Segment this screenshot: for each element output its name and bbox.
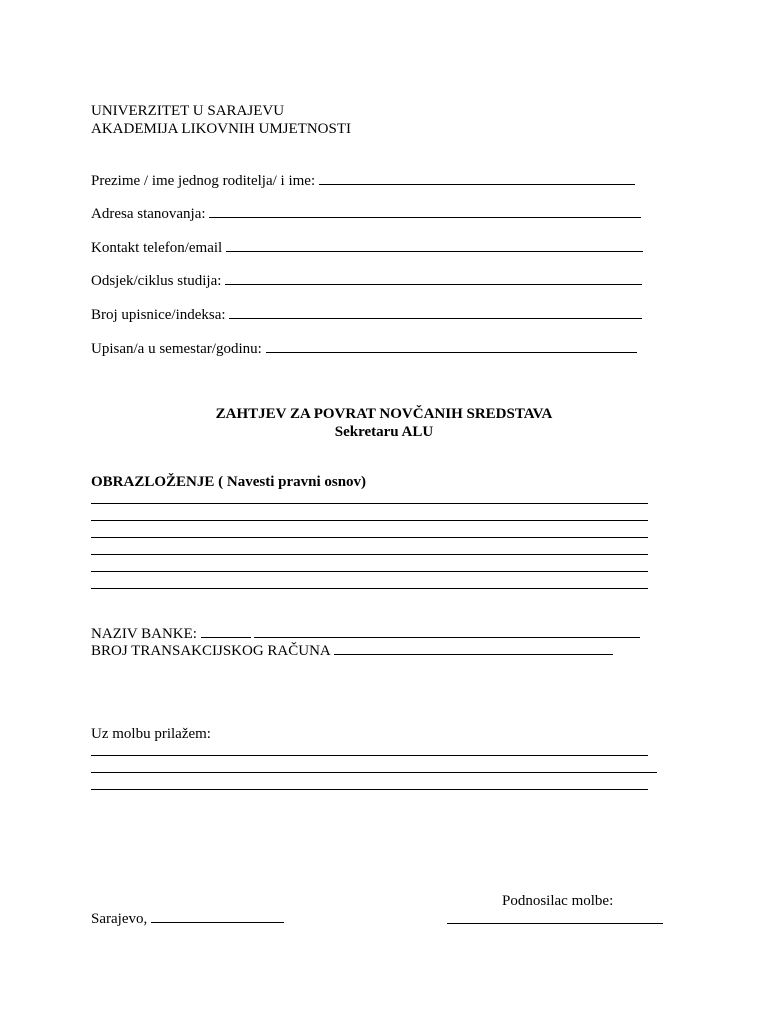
date-blank[interactable] (151, 909, 284, 923)
applicant-label: Podnosilac molbe: (502, 893, 614, 909)
department-field-label: Odsjek/ciklus studija: (91, 273, 222, 289)
bank-name-label: NAZIV BANKE: (91, 626, 197, 642)
contact-field-label: Kontakt telefon/email (91, 240, 223, 256)
justification-line-3[interactable] (91, 537, 648, 538)
request-title: ZAHTJEV ZA POVRAT NOVČANIH SREDSTAVA (215, 406, 553, 422)
justification-line-5[interactable] (91, 571, 648, 572)
place-date-row (91, 909, 284, 928)
justification-label: OBRAZLOŽENJE (91, 474, 215, 490)
department-field-blank[interactable] (225, 271, 642, 285)
name-field-row (91, 171, 635, 190)
address-field-label: Adresa stanovanja: (91, 206, 206, 222)
contact-field-row (91, 238, 643, 257)
address-field-blank[interactable] (209, 204, 641, 218)
academy-name: AKADEMIJA LIKOVNIH UMJETNOSTI (91, 121, 351, 137)
account-number-row (91, 641, 613, 660)
address-field-row (91, 204, 641, 223)
semester-field-label: Upisan/a u semestar/godinu: (91, 341, 262, 357)
attachments-heading: Uz molbu prilažem: (91, 726, 211, 742)
justification-line-6[interactable] (91, 588, 648, 589)
justification-line-1[interactable] (91, 503, 648, 504)
account-number-blank[interactable] (334, 641, 613, 655)
index-field-label: Broj upisnice/indeksa: (91, 307, 226, 323)
justification-line-2[interactable] (91, 520, 648, 521)
justification-line-4[interactable] (91, 554, 648, 555)
justification-heading (91, 473, 366, 491)
attachments-line-3[interactable] (91, 789, 648, 790)
university-name: UNIVERZITET U SARAJEVU (91, 103, 285, 119)
account-number-label: BROJ TRANSAKCIJSKOG RAČUNA (91, 643, 330, 659)
bank-name-blank-short[interactable] (201, 624, 251, 638)
index-field-row (91, 305, 642, 324)
semester-field-blank[interactable] (266, 339, 637, 353)
index-field-blank[interactable] (229, 305, 642, 319)
name-field-label: Prezime / ime jednog roditelja/ i ime: (91, 173, 316, 189)
place-label: Sarajevo, (91, 911, 148, 927)
contact-field-blank[interactable] (226, 238, 643, 252)
department-field-row (91, 271, 642, 290)
bank-name-blank[interactable] (254, 624, 640, 638)
justification-hint: ( Navesti pravni osnov) (214, 474, 367, 490)
attachments-line-2[interactable] (91, 772, 657, 773)
name-field-blank[interactable] (319, 171, 635, 185)
attachments-line-1[interactable] (91, 755, 648, 756)
semester-field-row (91, 339, 637, 358)
signature-line[interactable] (447, 923, 663, 924)
request-recipient: Sekretaru ALU (334, 424, 434, 440)
